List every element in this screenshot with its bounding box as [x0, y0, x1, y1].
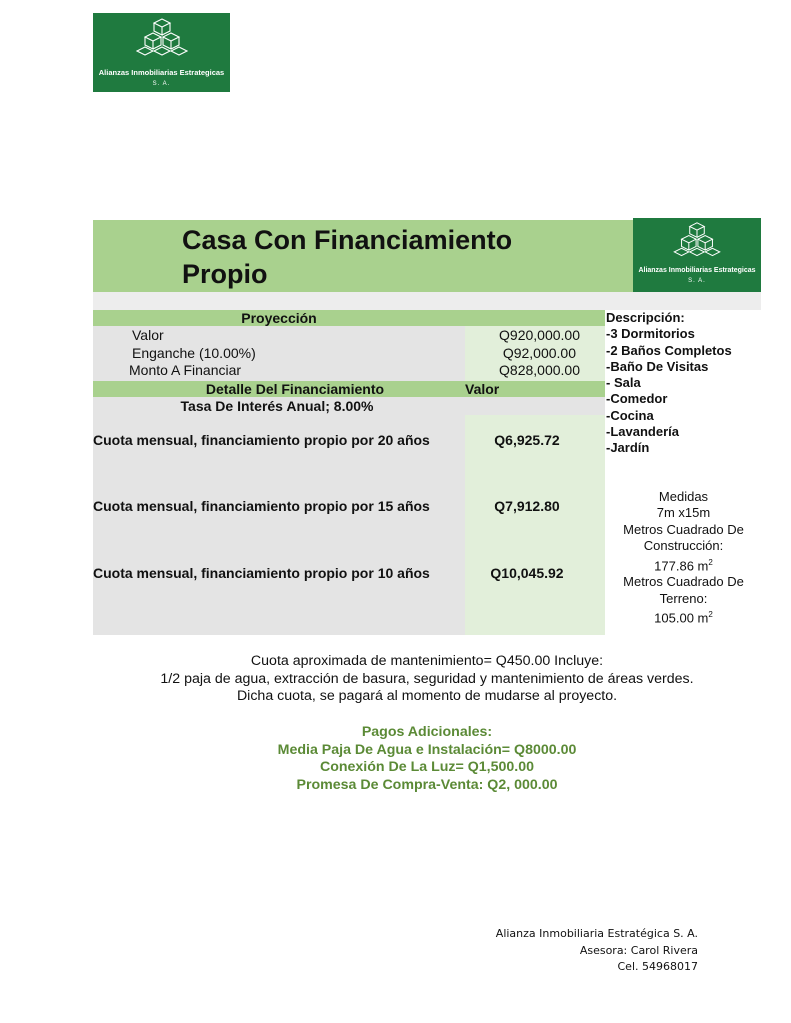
mantenimiento-line2: 1/2 paja de agua, extracción de basura, seguridad y mantenimiento de áreas verdes.: [160, 670, 694, 687]
squared-sup: 2: [708, 557, 713, 567]
descripcion-item: -3 Dormitorios: [606, 326, 695, 342]
title-logo: [633, 218, 761, 292]
medidas-title: Medidas: [658, 489, 709, 504]
medidas-terreno-label: Metros Cuadrado De: [623, 574, 744, 590]
cubes-logo-icon: [136, 17, 188, 61]
descripcion-header: Descripción:: [606, 310, 685, 325]
descripcion-item: -Lavandería: [606, 424, 679, 440]
mantenimiento-line1: Cuota aproximada de mantenimiento= Q450.00 Incluye:: [250, 653, 604, 669]
cuota-15-label: Cuota mensual, financiamiento propio por 15 años: [93, 498, 430, 514]
medidas-construccion-value: [606, 555, 761, 575]
descripcion-list: [606, 310, 732, 457]
valor-value: Q920,000.00: [499, 327, 580, 343]
medidas-terreno-label2: Terreno:: [659, 590, 708, 606]
pagos-item: Media Paja De Agua e Instalación= Q8000.00: [277, 741, 577, 758]
pagos-item: Conexión De La Luz= Q1,500.00: [319, 759, 535, 775]
top-logo: [93, 13, 230, 92]
valor-label: Valor: [132, 327, 164, 343]
enganche-value: Q92,000.00: [502, 345, 576, 361]
monto-label: Monto A Financiar: [129, 362, 242, 378]
cuota-15-value: Q7,912.80: [494, 498, 560, 514]
pagos-header: Pagos Adicionales:: [361, 724, 493, 740]
detalle-header: Detalle Del Financiamiento: [205, 381, 385, 397]
footer-contact: [400, 926, 698, 976]
mantenimiento-note: [93, 653, 761, 706]
tasa-interes: Tasa De Interés Anual; 8.00%: [180, 398, 374, 414]
footer-phone: Cel. 54968017: [617, 960, 698, 973]
footer-company: Alianza Inmobiliaria Estratégica S. A.: [495, 927, 698, 940]
descripcion-item: -Baño De Visitas: [606, 358, 709, 374]
construccion-area: 177.86 m: [654, 557, 709, 573]
descripcion-item: -Cocina: [606, 407, 654, 423]
descripcion-item: -2 Baños Completos: [606, 342, 732, 358]
pagos-adicionales: [93, 724, 761, 794]
squared-sup: 2: [708, 610, 713, 620]
medidas-construccion-label: Metros Cuadrado De: [623, 521, 744, 537]
enganche-label: Enganche (10.00%): [132, 345, 256, 361]
footer-advisor: Asesora: Carol Rivera: [579, 943, 698, 957]
proyeccion-header: Proyección: [241, 310, 317, 326]
cuota-20-value: Q6,925.72: [494, 432, 560, 448]
page-title-line2: Propio: [182, 259, 268, 289]
monto-value: Q828,000.00: [499, 362, 580, 378]
descripcion-item: -Comedor: [606, 391, 668, 407]
pagos-item: Promesa De Compra-Venta: Q2, 000.00: [296, 776, 558, 793]
valor-header: Valor: [465, 381, 500, 397]
title-strip: [93, 292, 761, 310]
logo-suffix-text: S. A.: [688, 278, 706, 284]
logo-brand-text: Alianzas Inmobiliarias Estrategicas: [638, 267, 756, 274]
medidas-dimensions: 7m x15m: [656, 505, 711, 521]
descripcion-item: - Sala: [606, 375, 641, 391]
cuota-10-value: Q10,045.92: [490, 565, 564, 581]
logo-brand-text: Alianzas Inmobiliarias Estrategicas: [98, 68, 225, 77]
cubes-logo-icon: [673, 221, 721, 261]
cuota-20-label: Cuota mensual, financiamiento propio por 20 años: [93, 432, 430, 448]
medidas-construccion-label2: Construcción:: [643, 538, 724, 554]
medidas-terreno-value: [606, 607, 761, 627]
cuota-values-bg: [465, 415, 605, 635]
logo-suffix-text: S. A.: [152, 81, 171, 87]
cuota-10-label: Cuota mensual, financiamiento propio por 10 años: [93, 565, 430, 581]
medidas-block: [606, 489, 761, 627]
terreno-area: 105.00 m: [654, 610, 709, 626]
descripcion-item: -Jardín: [606, 440, 650, 456]
page-title-line1: Casa Con Financiamiento: [182, 225, 513, 255]
mantenimiento-line3: Dicha cuota, se pagará al momento de mudarse al proyecto.: [236, 688, 618, 704]
